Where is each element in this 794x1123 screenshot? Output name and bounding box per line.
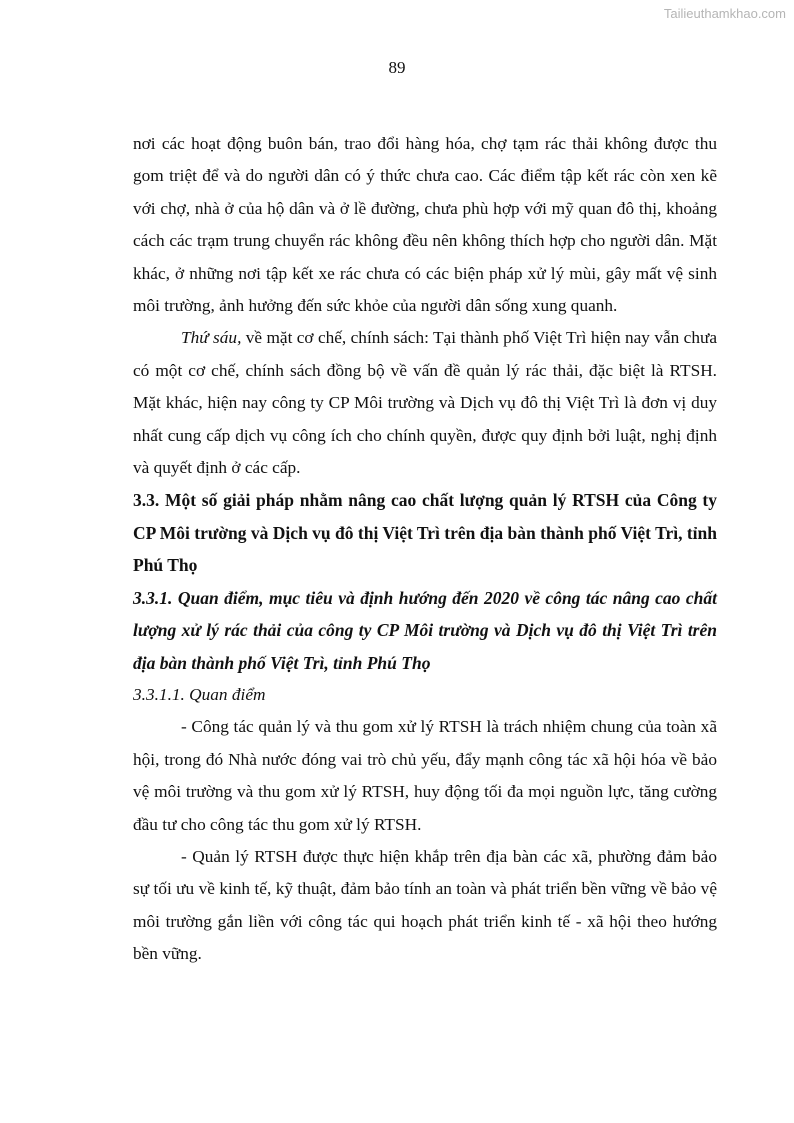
document-body bbox=[133, 128, 717, 971]
watermark: Tailieuthamkhao.com bbox=[663, 6, 786, 21]
section-heading-3-3: 3.3. Một số giải pháp nhằm nâng cao chất lượng quản lý RTSH của Công ty CP Môi trường và Dịch vụ đô thị Việt Trì trên địa bàn thành phố Việt Trì, tỉnh Phú Thọ bbox=[133, 490, 717, 576]
paragraph-continuation: nơi các hoạt động buôn bán, trao đổi hàng hóa, chợ tạm rác thải không được thu gom triệt để và do người dân có ý thức chưa cao. Các điểm tập kết rác còn xen kẽ với chợ, nhà ở của hộ dân và ở lề đường, chưa phù hợp với mỹ quan đô thị, khoảng cách các trạm trung chuyển rác không đều nên không thích hợp cho người dân. Mặt khác, ở những nơi tập kết xe rác chưa có các biện pháp xử lý mùi, gây mất vệ sinh môi trường, ảnh hưởng đến sức khỏe của người dân sống xung quanh. bbox=[133, 134, 717, 316]
bullet-paragraph-2: - Quản lý RTSH được thực hiện khắp trên địa bàn các xã, phường đảm bảo sự tối ưu về kinh tế, kỹ thuật, đảm bảo tính an toàn và phát triển bền vững về bảo vệ môi trường gắn liền với công tác qui hoạch phát triển kinh tế - xã hội theo hướng bền vững. bbox=[133, 846, 717, 964]
paragraph-lead: Thứ sáu, bbox=[181, 328, 242, 348]
page-number: 89 bbox=[388, 58, 406, 77]
section-heading-3-3-1: 3.3.1. Quan điểm, mục tiêu và định hướng đến 2020 về công tác nâng cao chất lượng xử lý rác thải của công ty CP Môi trường và Dịch vụ đô thị Việt Trì trên địa bàn thành phố Việt Trì, tỉnh Phú Thọ bbox=[133, 587, 717, 673]
paragraph-text: về mặt cơ chế, chính sách: Tại thành phố Việt Trì hiện nay vẫn chưa có một cơ chế, chính sách đồng bộ về vấn đề quản lý rác thải, đặc biệt là RTSH. Mặt khác, hiện nay công ty CP Môi trường và Dịch vụ đô thị Việt Trì là đơn vị duy nhất cung cấp dịch vụ công ích cho chính quyền, được quy định bởi luật, nghị định và quyết định ở các cấp. bbox=[133, 328, 717, 478]
bullet-paragraph-1: - Công tác quản lý và thu gom xử lý RTSH là trách nhiệm chung của toàn xã hội, trong đó Nhà nước đóng vai trò chủ yếu, đẩy mạnh công tác xã hội hóa về bảo vệ môi trường và thu gom xử lý RTSH, huy động tối đa mọi nguồn lực, tăng cường đầu tư cho công tác thu gom xử lý RTSH. bbox=[133, 717, 717, 834]
section-heading-3-3-1-1: 3.3.1.1. Quan điểm bbox=[133, 684, 266, 704]
paragraph-thu-sau bbox=[133, 322, 717, 484]
